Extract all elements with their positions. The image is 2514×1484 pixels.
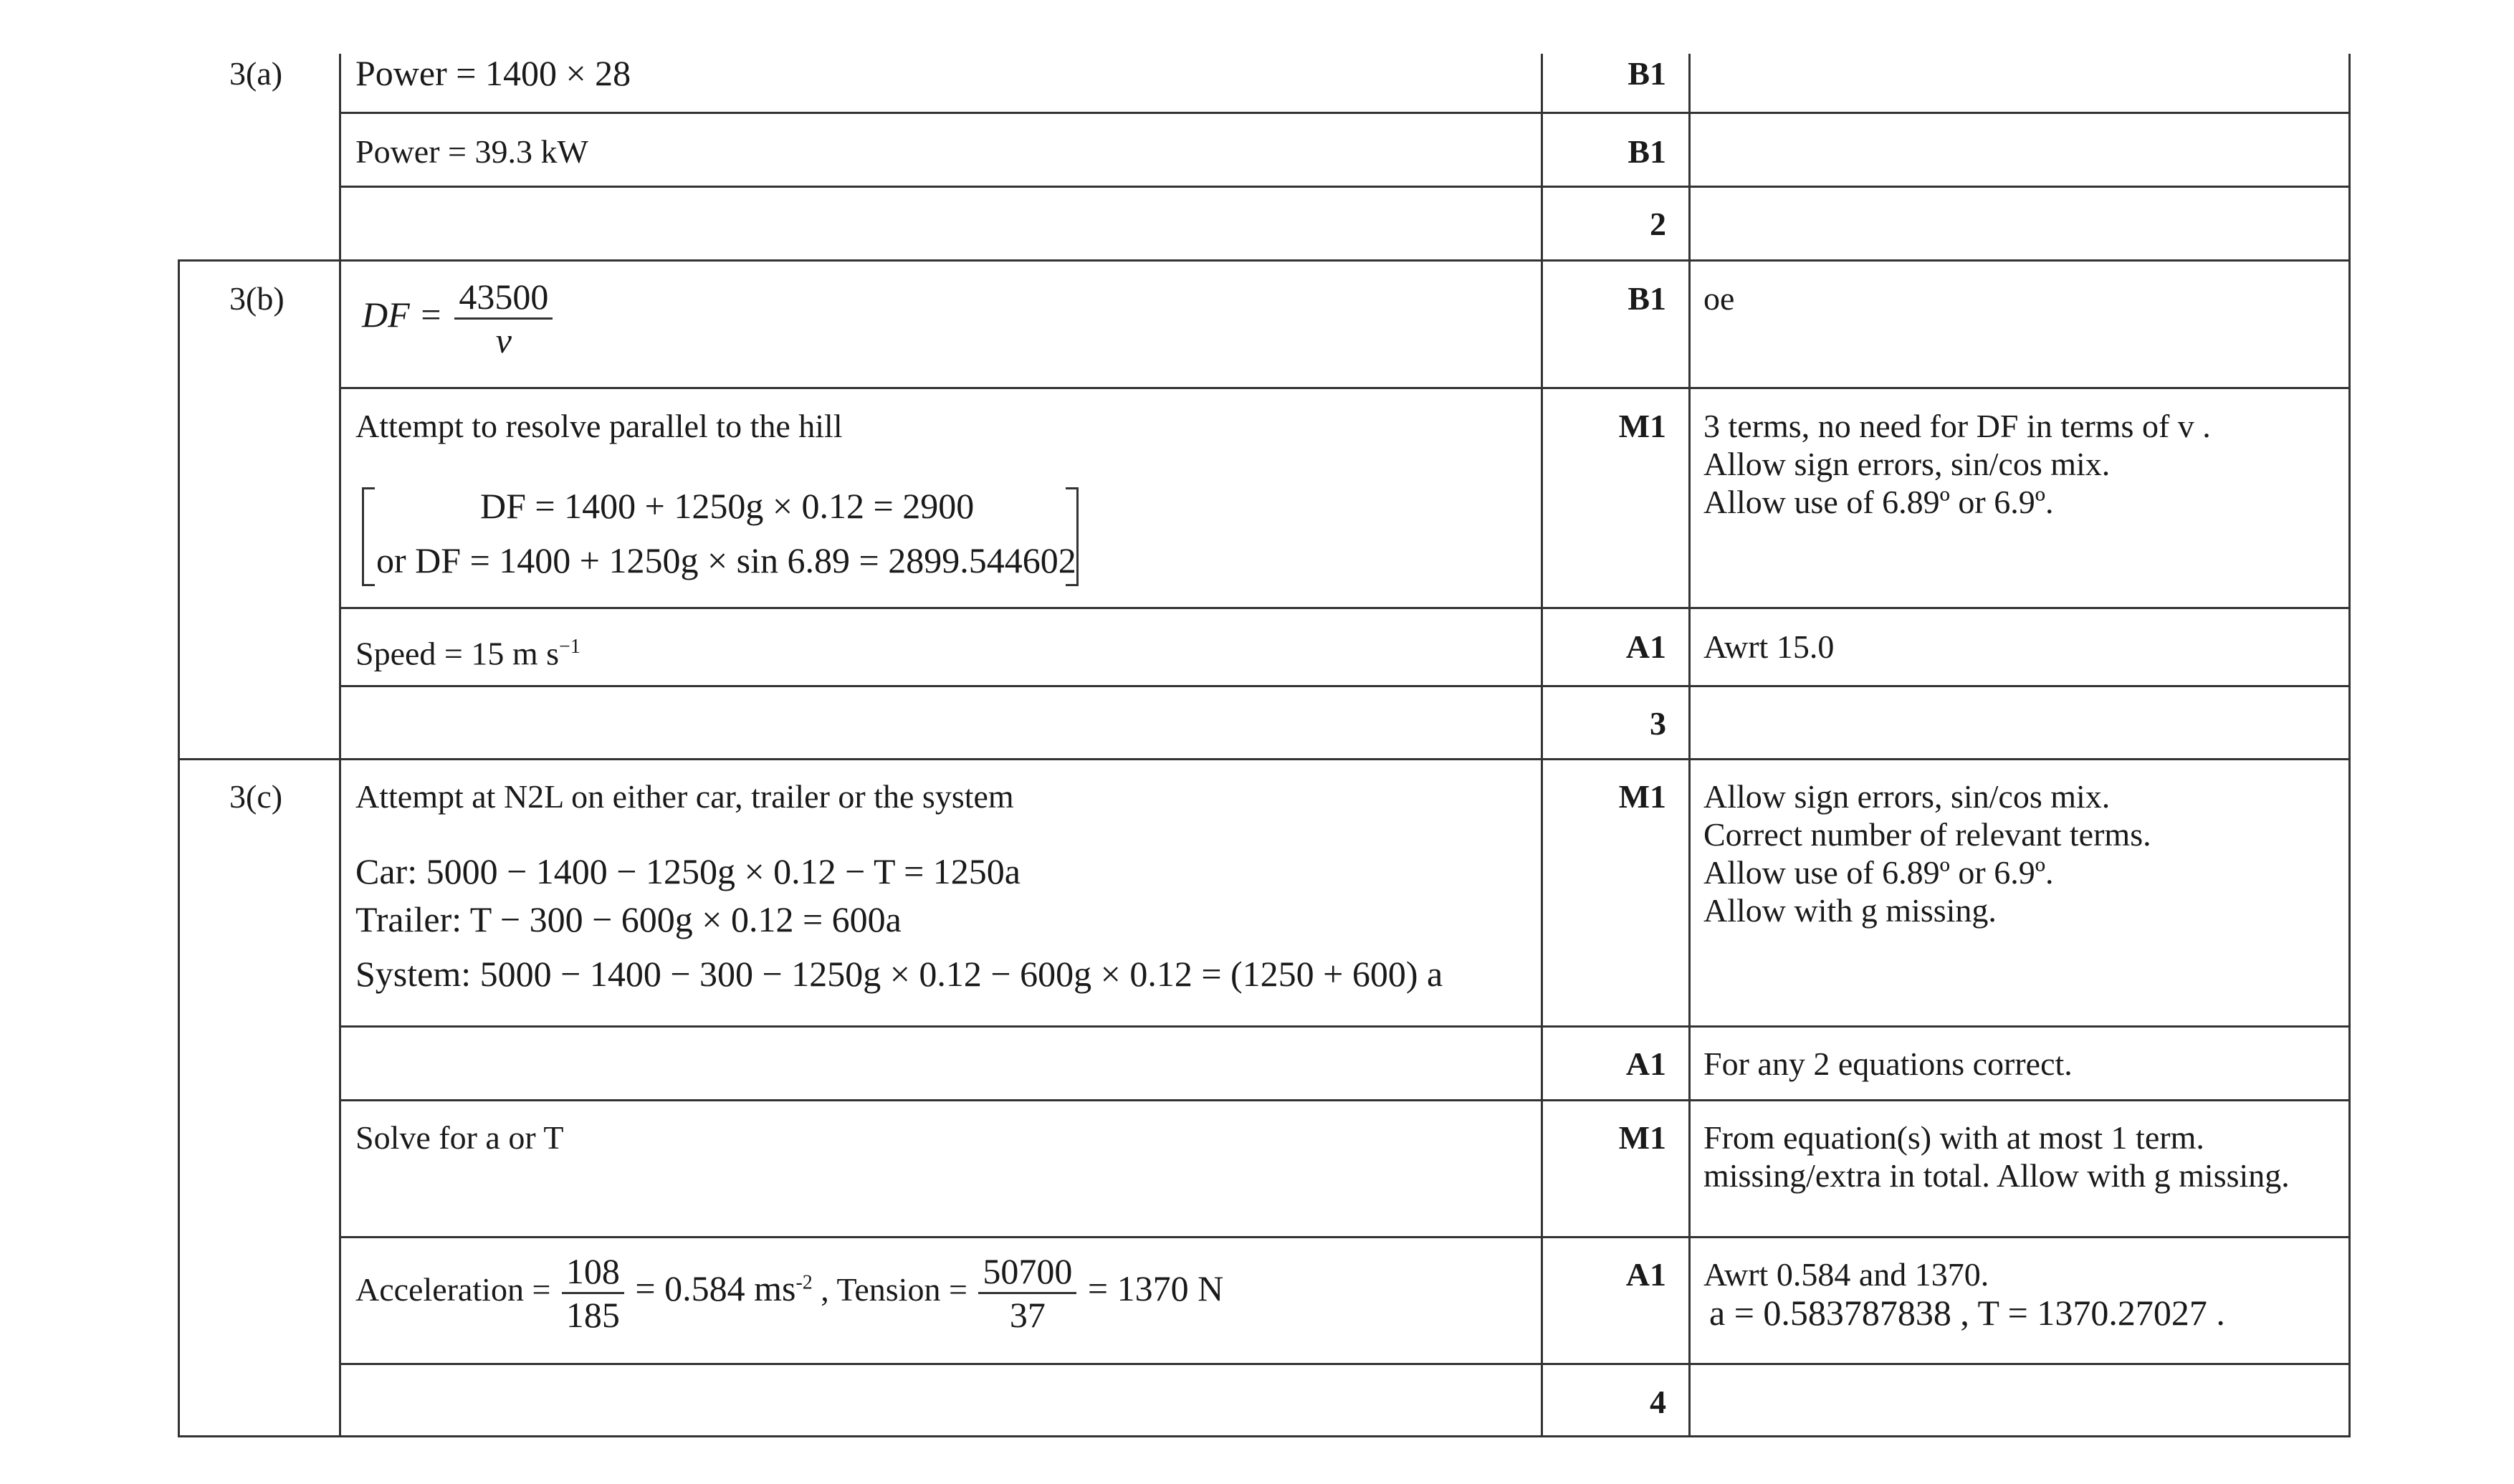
df-numerator: 43500 xyxy=(454,276,553,320)
mark-b1: B1 xyxy=(1628,133,1666,170)
df-lhs: DF = xyxy=(362,294,443,335)
bracket-right-top xyxy=(1066,487,1079,489)
answer-speed xyxy=(355,628,580,672)
row-divider xyxy=(339,1025,2351,1028)
row-divider xyxy=(339,1363,2351,1365)
guidance-oe: oe xyxy=(1703,280,1735,317)
guidance-at-most-one-term: From equation(s) with at most 1 term. xyxy=(1703,1119,2204,1156)
tension-value: = 1370 N xyxy=(1087,1268,1224,1309)
mark-a1: A1 xyxy=(1625,1045,1666,1082)
answer-power-value: Power = 39.3 kW xyxy=(355,133,588,170)
tension-fraction xyxy=(978,1250,1076,1336)
guidance-exact-values: a = 0.583787838 , T = 1370.27027 . xyxy=(1709,1293,2225,1333)
tension-denominator: 37 xyxy=(1009,1295,1046,1335)
answer-power-expression: Power = 1400 × 28 xyxy=(355,53,631,93)
tension-numerator: 50700 xyxy=(978,1250,1076,1294)
answer-resolve-attempt: Attempt to resolve parallel to the hill xyxy=(355,408,843,444)
equation-car: Car: 5000 − 1400 − 1250g × 0.12 − T = 1250a xyxy=(355,851,1021,891)
answer-driving-force xyxy=(362,276,555,361)
mark-total: 3 xyxy=(1650,705,1666,742)
row-divider xyxy=(339,607,2351,609)
mark-a1: A1 xyxy=(1625,628,1666,665)
bracket-right-bottom xyxy=(1066,584,1079,586)
equation-trailer: Trailer: T − 300 − 600g × 0.12 = 600a xyxy=(355,899,902,939)
row-divider xyxy=(339,1099,2351,1101)
answer-solve: Solve for a or T xyxy=(355,1119,564,1156)
guidance-terms: 3 terms, no need for DF in terms of v . xyxy=(1703,408,2211,444)
row-divider xyxy=(339,112,2351,114)
guidance-relevant-terms: Correct number of relevant terms. xyxy=(1703,816,2151,853)
mark-m1: M1 xyxy=(1618,408,1666,444)
answer-acceleration-tension xyxy=(355,1250,1223,1336)
equation-df-sin: or DF = 1400 + 1250g × sin 6.89 = 2899.544602 xyxy=(376,540,1076,580)
speed-text: Speed = 15 m s xyxy=(355,635,560,672)
section-divider xyxy=(178,259,2351,262)
mark-b1: B1 xyxy=(1628,55,1666,92)
table-border-bottom xyxy=(178,1435,2351,1437)
guidance-sign-errors: Allow sign errors, sin/cos mix. xyxy=(1703,778,2111,815)
question-label-3b: 3(b) xyxy=(229,280,285,317)
bracket-left-top xyxy=(362,487,375,489)
mark-b1: B1 xyxy=(1628,280,1666,317)
acceleration-value: = 0.584 ms xyxy=(635,1268,796,1309)
mark-total: 4 xyxy=(1650,1384,1666,1420)
speed-unit-exponent: −1 xyxy=(559,636,580,658)
row-divider xyxy=(339,387,2351,389)
equation-system: System: 5000 − 1400 − 300 − 1250g × 0.12 − 600g × 0.12 = (1250 + 600) a xyxy=(355,954,1443,994)
acceleration-numerator: 108 xyxy=(562,1250,624,1294)
mark-m1: M1 xyxy=(1618,778,1666,815)
df-denominator xyxy=(454,320,553,361)
section-divider xyxy=(178,758,2351,760)
guidance-g-missing: Allow with g missing. xyxy=(1703,892,1997,929)
row-divider xyxy=(339,186,2351,188)
acceleration-unit-exponent: -2 xyxy=(795,1271,813,1294)
bracket-left-bottom xyxy=(362,584,375,586)
bracket-right xyxy=(1076,487,1079,586)
guidance-awrt: Awrt 15.0 xyxy=(1703,628,1835,665)
row-divider xyxy=(339,1236,2351,1238)
answer-n2l-attempt: Attempt at N2L on either car, trailer or the system xyxy=(355,778,1014,815)
question-label-3a: 3(a) xyxy=(229,55,283,92)
question-label-3c: 3(c) xyxy=(229,778,283,815)
mark-a1: A1 xyxy=(1625,1256,1666,1293)
guidance-angle: Allow use of 6.89º or 6.9º. xyxy=(1703,484,2054,520)
mark-total: 2 xyxy=(1650,206,1666,242)
guidance-sign-errors: Allow sign errors, sin/cos mix. xyxy=(1703,446,2111,482)
guidance-awrt: Awrt 0.584 and 1370. xyxy=(1703,1256,1989,1293)
guidance-two-equations: For any 2 equations correct. xyxy=(1703,1045,2073,1082)
acceleration-fraction xyxy=(562,1250,624,1336)
tension-label: , Tension = xyxy=(821,1271,967,1308)
mark-m1: M1 xyxy=(1618,1119,1666,1156)
bracket-left xyxy=(362,487,364,586)
guidance-angle: Allow use of 6.89º or 6.9º. xyxy=(1703,854,2054,891)
df-fraction xyxy=(454,276,553,361)
acceleration-denominator: 185 xyxy=(565,1295,620,1335)
row-divider xyxy=(339,685,2351,687)
acceleration-label: Acceleration = xyxy=(355,1271,551,1308)
table-border-left xyxy=(178,259,180,1437)
guidance-missing-extra: missing/extra in total. Allow with g missing. xyxy=(1703,1157,2290,1194)
df-denominator-var: v xyxy=(495,320,512,360)
equation-df-2900: DF = 1400 + 1250g × 0.12 = 2900 xyxy=(480,486,975,526)
